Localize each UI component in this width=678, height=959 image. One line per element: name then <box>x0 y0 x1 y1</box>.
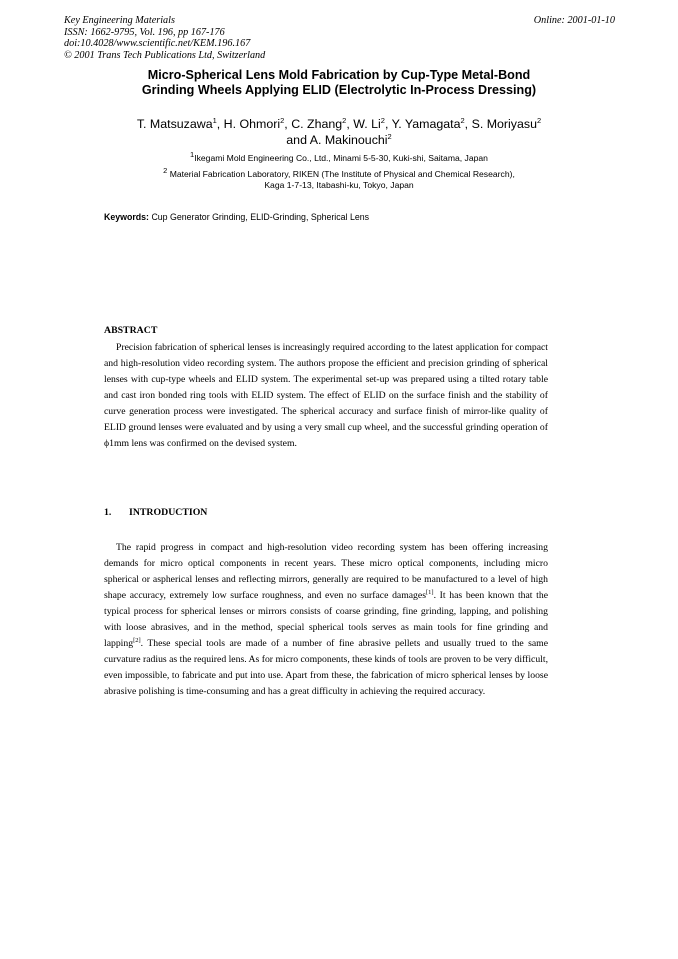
keywords-text: Cup Generator Grinding, ELID-Grinding, Spherical Lens <box>151 212 370 222</box>
author-name: Y. Yamagata <box>391 117 461 131</box>
affiliation-2 <box>84 166 594 191</box>
author-list <box>84 116 594 148</box>
affiliation-marker: 2 <box>460 115 465 125</box>
diameter-symbol: ϕ <box>104 438 110 449</box>
affiliation-marker: 1 <box>212 115 217 125</box>
author-name: T. Matsuzawa <box>136 117 213 131</box>
doi-line: doi:10.4028/www.scientific.net/KEM.196.167 <box>64 38 251 50</box>
citation-ref: [2] <box>133 636 141 644</box>
title-line-1: Micro-Spherical Lens Mold Fabrication by Cup-Type Metal-Bond <box>147 68 531 82</box>
affiliation-2-line-1 <box>84 166 594 180</box>
section-title: INTRODUCTION <box>129 507 208 518</box>
author-name: C. Zhang <box>291 117 343 131</box>
introduction-heading <box>104 507 207 519</box>
affiliation-2-line-2: Kaga 1-7-13, Itabashi-ku, Tokyo, Japan <box>264 180 414 190</box>
affiliation-marker: 2 <box>387 131 392 141</box>
paper-title <box>84 68 594 99</box>
abstract-paragraph: Precision fabrication of spherical lenses is increasingly required according to the latest application for compact and high-resolution video recording system. The authors propose the efficient and precision grinding of spherical lenses with cup-type wheels and ELID system. The experimental set-up was prepared using a tilted rotary table and cast iron bonded ring tools with ELID system. The effect of ELID on the surface finish and the stability of curve generation process were investigated. The spherical accuracy and surface finish of mirror-like quality of ELID ground lenses were evaluated and by using a very small cup wheel, and the successful grinding operation of ϕ1mm lens was confirmed on the devised system. <box>104 342 548 449</box>
author-name: S. Moriyasu <box>471 117 537 131</box>
citation-ref: [1] <box>425 588 434 596</box>
author-name: and A. Makinouchi <box>286 133 388 147</box>
keywords-label: Keywords: <box>104 212 149 222</box>
affiliation-marker: 2 <box>342 115 347 125</box>
author-name: H. Ohmori <box>223 117 281 131</box>
copyright-line: © 2001 Trans Tech Publications Ltd, Switzerland <box>64 49 266 61</box>
keywords-line <box>104 212 369 223</box>
affiliation-1 <box>84 150 594 164</box>
issn-line: ISSN: 1662-9795, Vol. 196, pp 167-176 <box>64 26 225 38</box>
introduction-body <box>104 540 548 700</box>
publication-header <box>64 15 265 61</box>
section-number: 1. <box>104 507 112 518</box>
affiliation-marker: 2 <box>163 166 168 176</box>
affiliation-marker: 2 <box>536 115 542 125</box>
affiliation-text: Material Fabrication Laboratory, RIKEN (The Institute of Physical and Chemical Research), <box>169 169 515 179</box>
affiliation-marker: 1 <box>190 150 195 160</box>
abstract-body <box>104 340 548 452</box>
author-line-1: T. Matsuzawa$^1$, H. Ohmori$^2$, C. Zhang$^2$, W. Li$^2$, Y. Yamagata$^2$, S. Moriyasu$^2$ <box>136 115 542 131</box>
affiliation-marker: 2 <box>280 115 285 125</box>
affiliation-text: Ikegami Mold Engineering Co., Ltd., Minami 5-5-30, Kuki-shi, Saitama, Japan <box>194 153 488 163</box>
introduction-paragraph: The rapid progress in compact and high-resolution video recording system has been offering increasing demands for micro optical components in recent years. These micro optical components, including micro spherical or aspherical lenses and reflecting mirrors, generally are required to be manufactured to a level of high shape accuracy, extremely low surface roughness, and even no surface damages[1]. It has been known that the typical process for spherical lenses or mirrors consists of coarse grinding, fine grinding, lapping, and polishing with loose abrasives, and in the method, special spherical tools serves as main tools for fine grinding and lapping[2]. These special tools are made of a number of fine abrasive pellets and usually trued to the same curvature radius as the required lens. As for micro components, these kinds of tools are proven to be very difficult, even impossible, to fabricate and put into use. Apart from these, the fabrication of micro spherical lenses by loose abrasive polishing is time-consuming and has a great difficulty in achieving the required accuracy. <box>104 542 549 697</box>
author-name: W. Li <box>353 117 381 131</box>
abstract-heading: ABSTRACT <box>104 325 158 336</box>
online-date: Online: 2001-01-10 <box>533 15 615 26</box>
title-line-2: Grinding Wheels Applying ELID (Electrolytic In-Process Dressing) <box>141 83 537 98</box>
author-line-2 <box>84 132 594 148</box>
affiliation-marker: 2 <box>380 115 385 125</box>
journal-name: Key Engineering Materials <box>64 15 175 26</box>
